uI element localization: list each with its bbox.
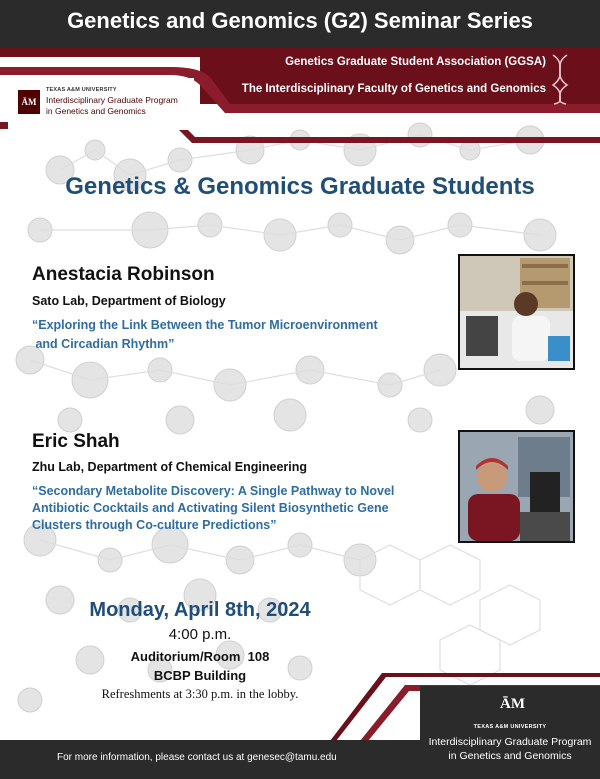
logo-program-line1: Interdisciplinary Graduate Program (46, 95, 178, 105)
speaker-1-lab: Sato Lab, Department of Biology (32, 294, 226, 308)
speaker-2-talk-line1: “Secondary Metabolite Discovery: A Single Pathway to Novel (32, 484, 395, 498)
seminar-series-title: Genetics and Genomics (G2) Seminar Series (67, 8, 533, 33)
event-refreshments: Refreshments at 3:30 p.m. in the lobby. (101, 687, 299, 701)
main-heading: Genetics & Genomics Graduate Students (65, 173, 535, 200)
footer-contact: For more information, please contact us at genesec@tamu.edu (57, 752, 337, 763)
speaker-1-talk-line2: and Circadian Rhythm” (32, 337, 175, 351)
logo-university: TEXAS A&M UNIVERSITY (46, 87, 117, 93)
footer-program-line1: Interdisciplinary Graduate Program (428, 736, 592, 748)
speaker-1-photo (458, 254, 575, 370)
footer-program-logo (420, 686, 600, 779)
speaker-1-talk-line1: “Exploring the Link Between the Tumor Microenvironment (32, 318, 378, 332)
speaker-2-photo (458, 430, 575, 543)
organizer-ggsa: Genetics Graduate Student Association (GGSA) (285, 56, 546, 68)
speaker-2-lab: Zhu Lab, Department of Chemical Engineering (32, 460, 308, 474)
event-time: 4:00 p.m. (168, 626, 232, 643)
tamu-logo-icon: ĀM (500, 696, 525, 712)
tamu-logo-icon: ĀM (18, 90, 40, 114)
speaker-2-talk-line2: Antibiotic Cocktails and Activating Silent Biosynthetic Gene (32, 501, 389, 515)
organizer-faculty: The Interdisciplinary Faculty of Genetics and Genomics (241, 83, 546, 95)
footer-university: TEXAS A&M UNIVERSITY (473, 724, 547, 730)
footer-program-line2: in Genetics and Genomics (448, 750, 572, 762)
dna-icon (548, 53, 572, 105)
lab-photo-image (460, 432, 573, 541)
event-date: Monday, April 8th, 2024 (89, 599, 311, 621)
lab-photo-image (460, 256, 573, 368)
event-room: Auditorium/Room 108 (130, 649, 270, 664)
event-building: BCBP Building (153, 668, 247, 683)
speaker-2-talk-line3: Clusters through Co-culture Predictions” (32, 518, 277, 532)
speaker-1-name: Anestacia Robinson (32, 264, 215, 285)
program-logo (8, 78, 194, 130)
speaker-2-name: Eric Shah (32, 431, 120, 452)
logo-program-line2: in Genetics and Genomics (46, 106, 146, 116)
